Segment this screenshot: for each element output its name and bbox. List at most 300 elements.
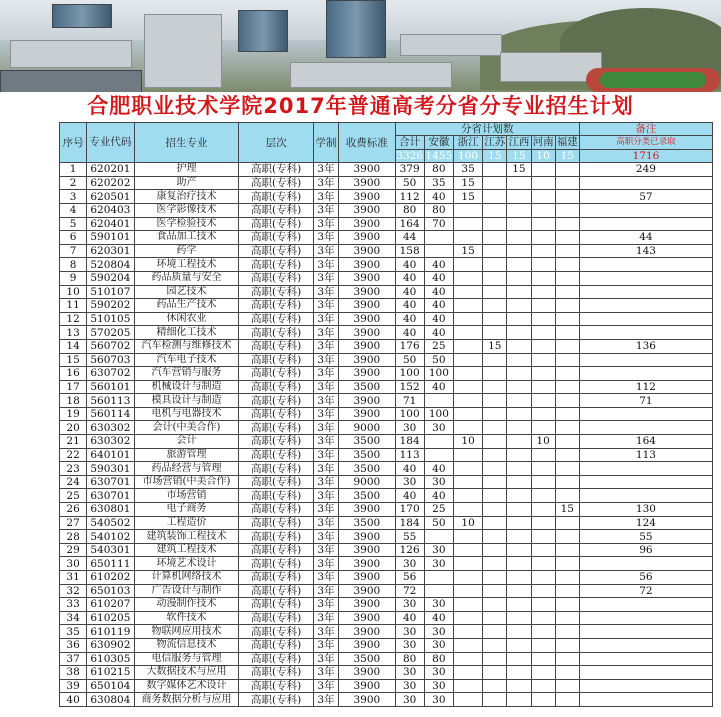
table-cell: 30 bbox=[424, 475, 453, 489]
table-cell: 15 bbox=[453, 244, 482, 258]
table-row bbox=[60, 584, 713, 598]
table-cell: 3年 bbox=[313, 176, 338, 190]
table-cell bbox=[555, 258, 579, 272]
total-cell: 15 bbox=[507, 149, 531, 163]
table-row bbox=[60, 326, 713, 340]
table-cell: 数字媒体艺术设计 bbox=[134, 679, 239, 693]
table-cell bbox=[453, 353, 482, 367]
table-cell: 3900 bbox=[339, 543, 395, 557]
table-cell: 高职(专科) bbox=[239, 530, 314, 544]
table-cell bbox=[555, 285, 579, 299]
table-cell: 40 bbox=[395, 285, 424, 299]
table-cell: 高职(专科) bbox=[239, 448, 314, 462]
table-cell: 36 bbox=[60, 638, 87, 652]
table-cell bbox=[483, 652, 507, 666]
table-cell: 3500 bbox=[339, 435, 395, 449]
table-cell bbox=[531, 543, 555, 557]
table-cell: 康复治疗技术 bbox=[134, 190, 239, 204]
table-row bbox=[60, 571, 713, 585]
table-cell: 113 bbox=[395, 448, 424, 462]
table-cell: 590204 bbox=[87, 271, 134, 285]
table-cell: 170 bbox=[395, 503, 424, 517]
table-cell bbox=[531, 584, 555, 598]
table-cell bbox=[483, 285, 507, 299]
table-cell: 40 bbox=[424, 258, 453, 272]
table-row bbox=[60, 285, 713, 299]
table-cell: 汽车电子技术 bbox=[134, 353, 239, 367]
table-cell: 11 bbox=[60, 299, 87, 313]
table-cell: 15 bbox=[507, 163, 531, 177]
table-cell: 3900 bbox=[339, 176, 395, 190]
table-cell: 34 bbox=[60, 611, 87, 625]
table-cell: 3900 bbox=[339, 584, 395, 598]
table-cell bbox=[555, 271, 579, 285]
table-cell: 40 bbox=[395, 258, 424, 272]
table-cell: 50 bbox=[424, 353, 453, 367]
table-cell bbox=[507, 367, 531, 381]
table-cell bbox=[507, 394, 531, 408]
table-row bbox=[60, 244, 713, 258]
table-cell: 3年 bbox=[313, 435, 338, 449]
table-cell bbox=[555, 543, 579, 557]
table-cell bbox=[424, 231, 453, 245]
table-cell: 3年 bbox=[313, 258, 338, 272]
table-cell: 高职(专科) bbox=[239, 380, 314, 394]
table-row bbox=[60, 380, 713, 394]
table-cell: 112 bbox=[579, 380, 712, 394]
table-cell bbox=[453, 326, 482, 340]
table-cell: 3500 bbox=[339, 462, 395, 476]
table-cell: 3500 bbox=[339, 516, 395, 530]
table-cell: 184 bbox=[395, 516, 424, 530]
table-cell: 3年 bbox=[313, 462, 338, 476]
table-cell bbox=[453, 638, 482, 652]
table-cell: 40 bbox=[424, 285, 453, 299]
table-cell bbox=[483, 367, 507, 381]
table-row bbox=[60, 611, 713, 625]
table-cell bbox=[483, 679, 507, 693]
table-cell: 540502 bbox=[87, 516, 134, 530]
table-cell bbox=[483, 666, 507, 680]
table-cell: 商务数据分析与应用 bbox=[134, 693, 239, 707]
table-cell: 56 bbox=[395, 571, 424, 585]
table-cell: 3年 bbox=[313, 271, 338, 285]
header-level: 层次 bbox=[239, 123, 314, 163]
table-row bbox=[60, 271, 713, 285]
table-cell: 18 bbox=[60, 394, 87, 408]
table-cell bbox=[507, 217, 531, 231]
table-cell: 40 bbox=[424, 299, 453, 313]
table-cell bbox=[453, 693, 482, 707]
table-row bbox=[60, 543, 713, 557]
table-cell: 620501 bbox=[87, 190, 134, 204]
table-row bbox=[60, 435, 713, 449]
table-cell: 医学检验技术 bbox=[134, 217, 239, 231]
table-cell bbox=[531, 231, 555, 245]
table-cell bbox=[483, 271, 507, 285]
table-cell: 33 bbox=[60, 598, 87, 612]
table-cell bbox=[531, 217, 555, 231]
table-cell bbox=[507, 584, 531, 598]
table-cell bbox=[453, 407, 482, 421]
table-cell bbox=[531, 611, 555, 625]
table-cell bbox=[483, 503, 507, 517]
table-cell bbox=[453, 598, 482, 612]
table-cell bbox=[507, 339, 531, 353]
table-cell bbox=[507, 530, 531, 544]
table-cell bbox=[507, 679, 531, 693]
table-cell: 30 bbox=[424, 693, 453, 707]
table-cell: 610215 bbox=[87, 666, 134, 680]
table-cell: 计算机网络技术 bbox=[134, 571, 239, 585]
table-cell bbox=[483, 462, 507, 476]
table-cell bbox=[531, 163, 555, 177]
table-cell: 80 bbox=[395, 203, 424, 217]
table-cell bbox=[579, 489, 712, 503]
table-cell bbox=[531, 203, 555, 217]
table-cell: 143 bbox=[579, 244, 712, 258]
table-cell bbox=[483, 190, 507, 204]
table-cell: 3年 bbox=[313, 584, 338, 598]
table-cell: 560113 bbox=[87, 394, 134, 408]
table-cell: 高职(专科) bbox=[239, 176, 314, 190]
table-cell bbox=[579, 652, 712, 666]
table-cell bbox=[579, 611, 712, 625]
table-cell bbox=[453, 503, 482, 517]
table-cell bbox=[555, 231, 579, 245]
table-cell: 3年 bbox=[313, 489, 338, 503]
table-cell bbox=[555, 489, 579, 503]
table-cell: 590101 bbox=[87, 231, 134, 245]
table-cell: 3年 bbox=[313, 353, 338, 367]
table-cell: 10 bbox=[60, 285, 87, 299]
table-row bbox=[60, 258, 713, 272]
table-cell: 100 bbox=[424, 367, 453, 381]
table-cell: 3年 bbox=[313, 543, 338, 557]
table-cell: 3900 bbox=[339, 190, 395, 204]
table-cell: 40 bbox=[395, 271, 424, 285]
table-cell bbox=[531, 244, 555, 258]
table-cell: 630902 bbox=[87, 638, 134, 652]
table-cell: 3500 bbox=[339, 380, 395, 394]
table-cell bbox=[453, 530, 482, 544]
table-cell bbox=[483, 693, 507, 707]
table-row bbox=[60, 638, 713, 652]
table-cell: 高职(专科) bbox=[239, 693, 314, 707]
table-cell: 130 bbox=[579, 503, 712, 517]
table-cell bbox=[453, 339, 482, 353]
table-cell: 30 bbox=[424, 679, 453, 693]
table-cell: 40 bbox=[424, 462, 453, 476]
table-cell bbox=[579, 258, 712, 272]
table-cell bbox=[531, 598, 555, 612]
table-cell: 3年 bbox=[313, 598, 338, 612]
table-cell bbox=[483, 258, 507, 272]
table-cell: 23 bbox=[60, 462, 87, 476]
table-cell: 药品质量与安全 bbox=[134, 271, 239, 285]
table-cell: 10 bbox=[453, 435, 482, 449]
table-cell: 24 bbox=[60, 475, 87, 489]
table-cell bbox=[579, 367, 712, 381]
table-cell bbox=[483, 299, 507, 313]
table-cell: 3900 bbox=[339, 326, 395, 340]
table-cell: 40 bbox=[395, 489, 424, 503]
table-cell: 3900 bbox=[339, 394, 395, 408]
table-cell bbox=[555, 394, 579, 408]
table-cell bbox=[483, 543, 507, 557]
table-cell bbox=[507, 462, 531, 476]
table-cell bbox=[579, 176, 712, 190]
table-cell: 高职(专科) bbox=[239, 666, 314, 680]
table-cell: 高职(专科) bbox=[239, 285, 314, 299]
table-cell bbox=[507, 652, 531, 666]
table-cell bbox=[507, 299, 531, 313]
table-cell bbox=[483, 489, 507, 503]
table-cell bbox=[507, 421, 531, 435]
table-cell: 15 bbox=[60, 353, 87, 367]
table-cell: 高职(专科) bbox=[239, 638, 314, 652]
table-cell: 27 bbox=[60, 516, 87, 530]
table-cell bbox=[424, 435, 453, 449]
table-cell: 40 bbox=[424, 489, 453, 503]
table-row bbox=[60, 203, 713, 217]
table-cell: 30 bbox=[424, 625, 453, 639]
table-cell bbox=[483, 516, 507, 530]
table-cell: 软件技术 bbox=[134, 611, 239, 625]
table-cell bbox=[507, 516, 531, 530]
table-cell: 药品生产技术 bbox=[134, 299, 239, 313]
table-cell: 3500 bbox=[339, 489, 395, 503]
table-cell bbox=[555, 611, 579, 625]
table-cell bbox=[453, 271, 482, 285]
table-cell bbox=[579, 271, 712, 285]
table-cell: 71 bbox=[395, 394, 424, 408]
table-cell: 620401 bbox=[87, 217, 134, 231]
table-cell bbox=[453, 475, 482, 489]
table-cell: 40 bbox=[424, 190, 453, 204]
table-cell: 高职(专科) bbox=[239, 503, 314, 517]
table-cell: 高职(专科) bbox=[239, 407, 314, 421]
header-major: 招生专业 bbox=[134, 123, 239, 163]
table-row bbox=[60, 679, 713, 693]
header-province: 安徽 bbox=[424, 136, 453, 150]
table-cell bbox=[483, 176, 507, 190]
table-cell: 3年 bbox=[313, 217, 338, 231]
table-cell: 40 bbox=[424, 380, 453, 394]
table-cell: 630302 bbox=[87, 435, 134, 449]
table-cell bbox=[483, 163, 507, 177]
table-cell: 610202 bbox=[87, 571, 134, 585]
table-cell: 510105 bbox=[87, 312, 134, 326]
table-cell bbox=[453, 203, 482, 217]
table-cell bbox=[483, 611, 507, 625]
table-cell: 3900 bbox=[339, 557, 395, 571]
table-cell: 会计 bbox=[134, 435, 239, 449]
table-cell: 19 bbox=[60, 407, 87, 421]
table-cell: 29 bbox=[60, 543, 87, 557]
table-cell bbox=[507, 638, 531, 652]
table-cell bbox=[453, 285, 482, 299]
enrollment-plan-table bbox=[59, 122, 713, 707]
table-cell bbox=[453, 394, 482, 408]
table-cell: 高职(专科) bbox=[239, 367, 314, 381]
table-cell bbox=[555, 163, 579, 177]
table-cell: 620201 bbox=[87, 163, 134, 177]
table-cell bbox=[579, 203, 712, 217]
table-cell: 40 bbox=[395, 462, 424, 476]
table-cell bbox=[531, 190, 555, 204]
table-cell bbox=[531, 312, 555, 326]
table-cell: 3900 bbox=[339, 299, 395, 313]
table-cell bbox=[555, 598, 579, 612]
table-cell: 休闲农业 bbox=[134, 312, 239, 326]
table-cell: 护理 bbox=[134, 163, 239, 177]
table-cell bbox=[424, 571, 453, 585]
table-cell: 3年 bbox=[313, 285, 338, 299]
table-cell bbox=[453, 557, 482, 571]
table-cell: 高职(专科) bbox=[239, 339, 314, 353]
table-cell: 80 bbox=[424, 652, 453, 666]
table-cell bbox=[531, 258, 555, 272]
table-cell bbox=[579, 625, 712, 639]
table-cell: 3900 bbox=[339, 611, 395, 625]
table-cell: 610119 bbox=[87, 625, 134, 639]
table-cell bbox=[507, 353, 531, 367]
table-cell: 高职(专科) bbox=[239, 312, 314, 326]
table-cell: 620403 bbox=[87, 203, 134, 217]
table-cell: 高职(专科) bbox=[239, 258, 314, 272]
table-cell: 25 bbox=[60, 489, 87, 503]
table-cell bbox=[579, 557, 712, 571]
table-cell: 环境工程技术 bbox=[134, 258, 239, 272]
table-cell: 3年 bbox=[313, 693, 338, 707]
table-cell: 80 bbox=[395, 652, 424, 666]
table-cell: 50 bbox=[424, 516, 453, 530]
table-cell: 650104 bbox=[87, 679, 134, 693]
table-cell: 540102 bbox=[87, 530, 134, 544]
table-cell: 126 bbox=[395, 543, 424, 557]
table-cell: 高职(专科) bbox=[239, 652, 314, 666]
table-cell bbox=[483, 435, 507, 449]
table-cell bbox=[531, 367, 555, 381]
table-cell: 3500 bbox=[339, 652, 395, 666]
table-cell bbox=[424, 394, 453, 408]
table-cell bbox=[453, 543, 482, 557]
table-cell: 590202 bbox=[87, 299, 134, 313]
table-cell bbox=[507, 557, 531, 571]
table-cell bbox=[531, 652, 555, 666]
table-cell: 40 bbox=[395, 312, 424, 326]
table-cell bbox=[483, 217, 507, 231]
table-cell: 动漫制作技术 bbox=[134, 598, 239, 612]
table-cell bbox=[507, 312, 531, 326]
table-cell: 630701 bbox=[87, 489, 134, 503]
table-cell bbox=[531, 503, 555, 517]
table-cell bbox=[483, 407, 507, 421]
table-cell bbox=[507, 176, 531, 190]
table-cell: 30 bbox=[60, 557, 87, 571]
table-cell bbox=[507, 435, 531, 449]
table-row bbox=[60, 231, 713, 245]
table-cell: 高职(专科) bbox=[239, 394, 314, 408]
header-province: 河南 bbox=[532, 136, 554, 149]
table-cell: 3年 bbox=[313, 407, 338, 421]
table-cell: 100 bbox=[395, 367, 424, 381]
table-cell: 96 bbox=[579, 543, 712, 557]
table-cell: 3900 bbox=[339, 217, 395, 231]
table-cell: 30 bbox=[395, 666, 424, 680]
table-cell: 高职(专科) bbox=[239, 571, 314, 585]
table-cell: 14 bbox=[60, 339, 87, 353]
table-cell bbox=[555, 666, 579, 680]
header-notes-sub: 高职分类已录取 bbox=[579, 136, 712, 150]
table-cell bbox=[507, 543, 531, 557]
table-cell: 3年 bbox=[313, 611, 338, 625]
table-cell: 15 bbox=[453, 190, 482, 204]
table-cell: 620301 bbox=[87, 244, 134, 258]
table-cell: 80 bbox=[424, 203, 453, 217]
table-cell: 136 bbox=[579, 339, 712, 353]
table-cell bbox=[483, 244, 507, 258]
table-cell: 570205 bbox=[87, 326, 134, 340]
table-cell: 379 bbox=[395, 163, 424, 177]
table-row bbox=[60, 353, 713, 367]
table-cell bbox=[555, 679, 579, 693]
table-cell: 55 bbox=[395, 530, 424, 544]
table-cell bbox=[579, 326, 712, 340]
table-cell bbox=[453, 217, 482, 231]
table-cell: 3900 bbox=[339, 693, 395, 707]
table-cell bbox=[531, 299, 555, 313]
table-cell: 630804 bbox=[87, 693, 134, 707]
table-cell: 40 bbox=[424, 312, 453, 326]
table-cell bbox=[507, 448, 531, 462]
table-cell: 610207 bbox=[87, 598, 134, 612]
table-cell bbox=[555, 638, 579, 652]
total-cell: 15 bbox=[483, 149, 507, 163]
table-cell bbox=[531, 530, 555, 544]
table-cell bbox=[507, 571, 531, 585]
table-cell bbox=[453, 611, 482, 625]
table-cell: 高职(专科) bbox=[239, 353, 314, 367]
table-cell: 56 bbox=[579, 571, 712, 585]
table-cell: 249 bbox=[579, 163, 712, 177]
table-cell: 40 bbox=[424, 611, 453, 625]
table-cell: 164 bbox=[395, 217, 424, 231]
table-cell bbox=[507, 190, 531, 204]
table-cell bbox=[507, 625, 531, 639]
total-cell: 100 bbox=[453, 149, 482, 163]
table-cell: 9000 bbox=[339, 475, 395, 489]
table-cell bbox=[531, 421, 555, 435]
table-cell: 5 bbox=[60, 217, 87, 231]
table-cell: 15 bbox=[555, 503, 579, 517]
table-cell bbox=[424, 244, 453, 258]
table-cell bbox=[483, 475, 507, 489]
table-cell bbox=[453, 652, 482, 666]
table-cell bbox=[579, 598, 712, 612]
table-cell: 旅游管理 bbox=[134, 448, 239, 462]
table-cell bbox=[555, 421, 579, 435]
table-cell bbox=[579, 285, 712, 299]
table-cell: 会计(中美合作) bbox=[134, 421, 239, 435]
table-cell bbox=[483, 380, 507, 394]
table-cell bbox=[555, 217, 579, 231]
table-cell: 高职(专科) bbox=[239, 190, 314, 204]
table-cell: 3900 bbox=[339, 244, 395, 258]
table-cell bbox=[531, 679, 555, 693]
table-cell: 72 bbox=[579, 584, 712, 598]
